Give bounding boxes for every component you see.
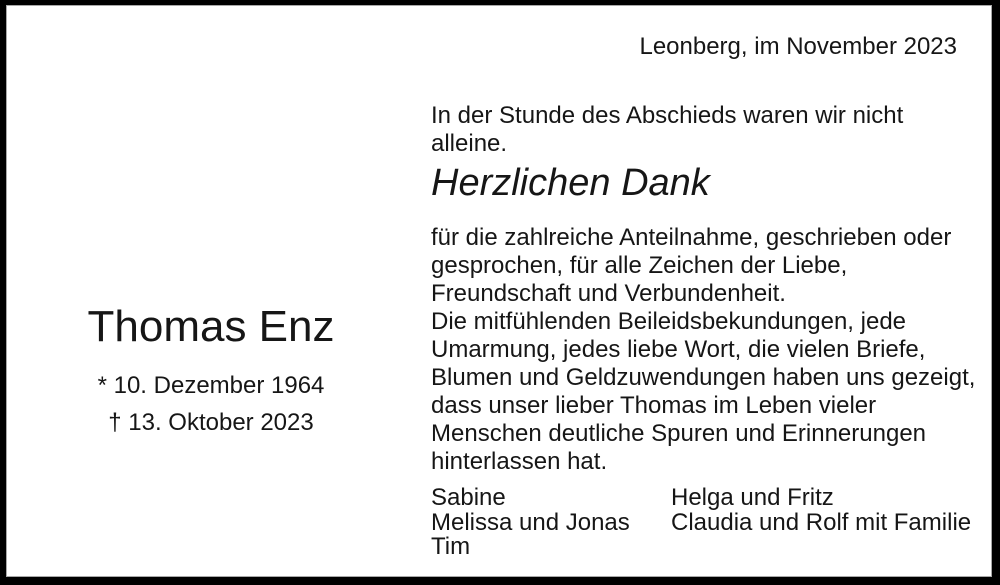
intro-line: alleine.	[431, 130, 508, 157]
signatory: Sabine	[431, 484, 506, 511]
body-line: für die zahlreiche Anteilnahme, geschrieben oder	[431, 224, 952, 251]
signatories-left-column	[431, 486, 630, 560]
deceased-name: Thomas Enz	[87, 302, 335, 351]
signatory: Helga und Fritz	[671, 484, 834, 511]
body-line: hinterlassen hat.	[431, 448, 608, 475]
signatories-right-column	[671, 486, 971, 535]
body-line: Blumen und Geldzuwendungen haben uns gezeigt,	[431, 364, 976, 391]
signatory: Melissa und Jonas	[431, 508, 630, 536]
dateline: Leonberg, im November 2023	[639, 33, 957, 60]
signatory: Tim	[431, 533, 471, 560]
thank-you-body	[431, 224, 986, 476]
intro-paragraph	[431, 102, 976, 158]
body-line: gesprochen, für alle Zeichen der Liebe,	[431, 252, 848, 279]
thank-you-headline: Herzlichen Dank	[431, 162, 710, 204]
death-date: † 13. Oktober 2023	[108, 409, 314, 436]
intro-line: In der Stunde des Abschieds waren wir nicht	[431, 102, 904, 129]
signatory: Claudia und Rolf mit Familie	[671, 508, 972, 536]
body-line: Umarmung, jedes liebe Wort, die vielen Briefe,	[431, 336, 926, 363]
body-line: Freundschaft und Verbundenheit.	[431, 280, 786, 307]
birth-date: * 10. Dezember 1964	[97, 372, 325, 399]
body-line: Die mitfühlenden Beileidsbekundungen, jede	[431, 308, 907, 335]
body-line: dass unser lieber Thomas im Leben vieler	[431, 392, 877, 419]
deceased-dates	[6, 367, 416, 441]
body-line: Menschen deutliche Spuren und Erinnerungen	[431, 420, 927, 447]
